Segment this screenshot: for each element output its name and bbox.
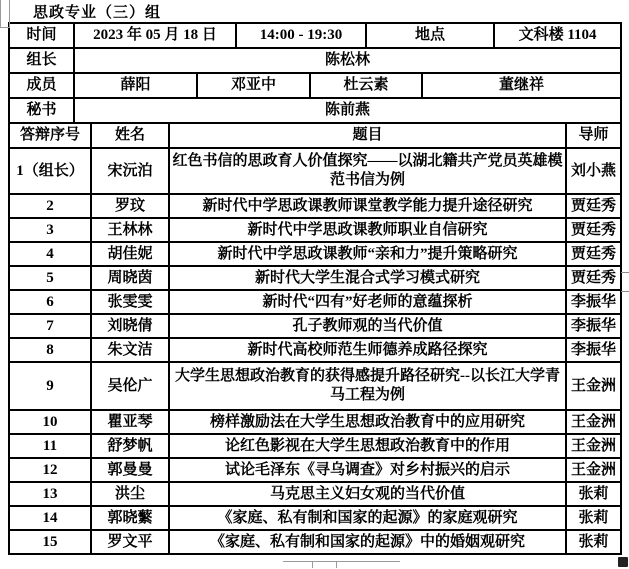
row-advisor-cell: 张莉 — [566, 530, 621, 554]
row-name-cell: 王林林 — [91, 218, 169, 242]
row-topic-cell: 大学生思想政治教育的获得感提升路径研究--以长江大学青马工程为例 — [169, 362, 566, 410]
date-cell: 2023 年 05 月 18 日 — [74, 23, 236, 48]
place-label-cell: 地点 — [366, 23, 494, 48]
row-name-cell: 郭晓蘩 — [91, 506, 169, 530]
row-advisor-cell: 贾廷秀 — [566, 194, 621, 218]
table-row — [9, 148, 621, 194]
table-row — [9, 362, 621, 410]
table-row — [9, 73, 621, 98]
table-header-row — [9, 123, 621, 148]
row-topic-cell: 孔子教师观的当代价值 — [169, 314, 566, 338]
defense-schedule-table — [8, 22, 622, 555]
row-no-cell: 11 — [9, 434, 91, 458]
next-table-fragment — [336, 561, 337, 568]
row-topic-cell: 《家庭、私有制和国家的起源》的家庭观研究 — [169, 506, 566, 530]
col-header-advisor: 导师 — [566, 123, 621, 148]
row-topic-cell: 论红色影视在大学生思想政治教育中的作用 — [169, 434, 566, 458]
row-advisor-cell: 贾廷秀 — [566, 266, 621, 290]
row-advisor-cell: 王金洲 — [566, 410, 621, 434]
row-name-cell: 瞿亚琴 — [91, 410, 169, 434]
next-table-fragment — [312, 561, 313, 568]
table-row — [9, 290, 621, 314]
row-topic-cell: 试论毛泽东《寻乌调查》对乡村振兴的启示 — [169, 458, 566, 482]
row-no-cell: 15 — [9, 530, 91, 554]
table-row — [9, 434, 621, 458]
col-header-topic: 题目 — [169, 123, 566, 148]
table-row — [9, 266, 621, 290]
page-title: 思政专业（三）组 — [33, 5, 162, 21]
row-name-cell: 郭曼曼 — [91, 458, 169, 482]
row-name-cell: 宋沅泊 — [91, 148, 169, 194]
secretary-label-cell: 秘书 — [9, 98, 74, 123]
table-row — [9, 506, 621, 530]
table-row — [9, 23, 621, 48]
row-advisor-cell: 刘小燕 — [566, 148, 621, 194]
member-cell: 杜云素 — [310, 73, 422, 98]
row-no-cell: 7 — [9, 314, 91, 338]
row-no-cell: 14 — [9, 506, 91, 530]
row-name-cell: 周晓茵 — [91, 266, 169, 290]
table-row — [9, 458, 621, 482]
row-topic-cell: 新时代高校师范生师德养成路径探究 — [169, 338, 566, 362]
row-topic-cell: 《家庭、私有制和国家的起源》中的婚姻观研究 — [169, 530, 566, 554]
row-no-cell: 4 — [9, 242, 91, 266]
row-name-cell: 罗玟 — [91, 194, 169, 218]
member-cell: 薛阳 — [74, 73, 197, 98]
row-name-cell: 吴伦广 — [91, 362, 169, 410]
row-topic-cell: 马克思主义妇女观的当代价值 — [169, 482, 566, 506]
scroll-handle[interactable] — [618, 557, 628, 567]
table-row — [9, 410, 621, 434]
row-name-cell: 罗文平 — [91, 530, 169, 554]
row-topic-cell: 红色书信的思政育人价值探究——以湖北籍共产党员英雄模范书信为例 — [169, 148, 566, 194]
row-advisor-cell: 王金洲 — [566, 362, 621, 410]
row-topic-cell: 新时代大学生混合式学习模式研究 — [169, 266, 566, 290]
place-cell: 文科楼 1104 — [494, 23, 621, 48]
row-no-cell: 1（组长） — [9, 148, 91, 194]
row-no-cell: 2 — [9, 194, 91, 218]
row-topic-cell: 新时代中学思政课教师“亲和力”提升策略研究 — [169, 242, 566, 266]
row-name-cell: 张雯雯 — [91, 290, 169, 314]
row-topic-cell: 新时代中学思政课教师职业自信研究 — [169, 218, 566, 242]
member-cell: 董继祥 — [422, 73, 621, 98]
table-row — [9, 530, 621, 554]
row-advisor-cell: 王金洲 — [566, 458, 621, 482]
table-row — [9, 48, 621, 73]
col-header-no: 答辩序号 — [9, 123, 91, 148]
table-row — [9, 338, 621, 362]
row-no-cell: 13 — [9, 482, 91, 506]
time-label-cell: 时间 — [9, 23, 74, 48]
leader-cell: 陈松林 — [74, 48, 621, 73]
page-edge-artifact — [0, 0, 10, 28]
row-no-cell: 12 — [9, 458, 91, 482]
row-name-cell: 洪尘 — [91, 482, 169, 506]
row-advisor-cell: 王金洲 — [566, 434, 621, 458]
row-advisor-cell: 李振华 — [566, 290, 621, 314]
right-margin-mark — [621, 291, 629, 292]
member-cell: 邓亚中 — [197, 73, 310, 98]
row-name-cell: 舒梦帆 — [91, 434, 169, 458]
next-table-fragment — [283, 561, 400, 562]
row-topic-cell: 新时代“四有”好老师的意蕴探析 — [169, 290, 566, 314]
row-no-cell: 6 — [9, 290, 91, 314]
table-row — [9, 242, 621, 266]
row-no-cell: 10 — [9, 410, 91, 434]
table-row — [9, 194, 621, 218]
col-header-name: 姓名 — [91, 123, 169, 148]
table-row — [9, 314, 621, 338]
leader-label-cell: 组长 — [9, 48, 74, 73]
row-advisor-cell: 贾廷秀 — [566, 218, 621, 242]
row-name-cell: 朱文洁 — [91, 338, 169, 362]
row-name-cell: 胡佳妮 — [91, 242, 169, 266]
table-row — [9, 218, 621, 242]
row-advisor-cell: 张莉 — [566, 506, 621, 530]
table-row — [9, 98, 621, 123]
time-range-cell: 14:00 - 19:30 — [236, 23, 366, 48]
row-no-cell: 9 — [9, 362, 91, 410]
right-margin-mark — [621, 272, 629, 273]
row-advisor-cell: 李振华 — [566, 314, 621, 338]
members-label-cell: 成员 — [9, 73, 74, 98]
row-advisor-cell: 李振华 — [566, 338, 621, 362]
secretary-cell: 陈前燕 — [74, 98, 621, 123]
row-advisor-cell: 贾廷秀 — [566, 242, 621, 266]
row-topic-cell: 新时代中学思政课教师课堂教学能力提升途径研究 — [169, 194, 566, 218]
row-advisor-cell: 张莉 — [566, 482, 621, 506]
row-no-cell: 8 — [9, 338, 91, 362]
row-no-cell: 3 — [9, 218, 91, 242]
row-no-cell: 5 — [9, 266, 91, 290]
table-row — [9, 482, 621, 506]
row-topic-cell: 榜样激励法在大学生思想政治教育中的应用研究 — [169, 410, 566, 434]
row-name-cell: 刘晓倩 — [91, 314, 169, 338]
